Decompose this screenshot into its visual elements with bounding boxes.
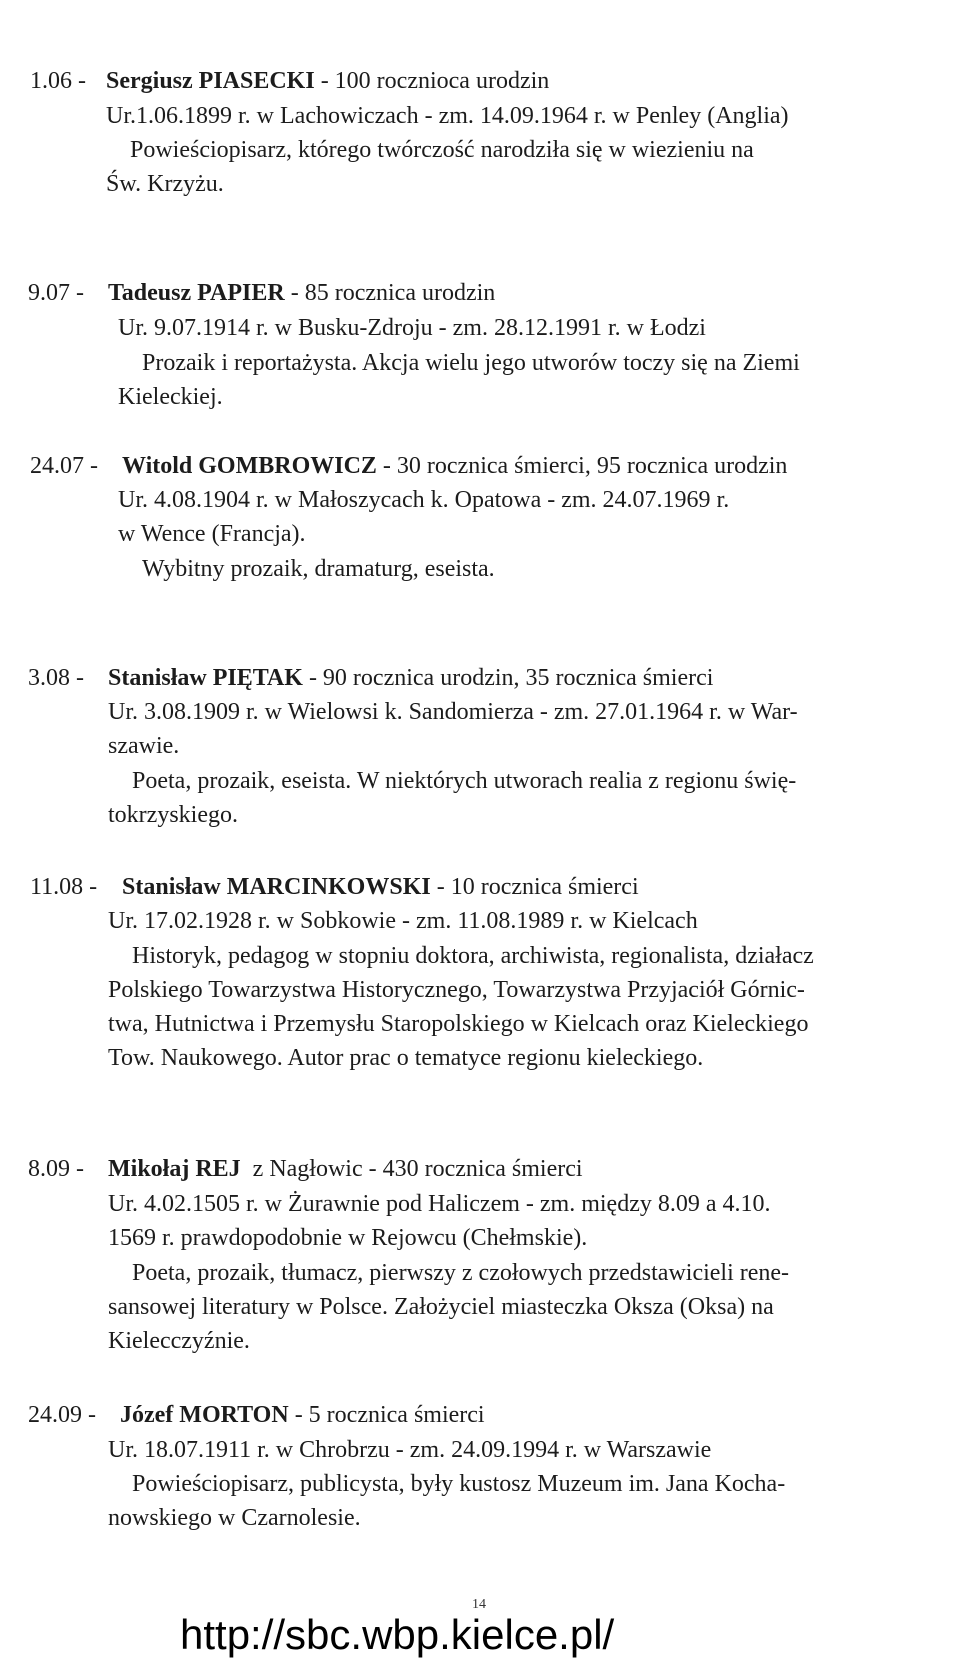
- entry-line: Ur.1.06.1899 r. w Lachowiczach - zm. 14.09.1964 r. w Penley (Anglia): [106, 103, 789, 129]
- entry-anniversary: - 5 rocznica śmierci: [288, 1402, 485, 1428]
- entry-line: Prozaik i reportażysta. Akcja wielu jego utworów toczy się na Ziemi: [142, 350, 800, 376]
- entry-line: Polskiego Towarzystwa Historycznego, Towarzystwa Przyjaciół Górnic-: [108, 977, 805, 1003]
- entry-heading: [28, 1400, 485, 1430]
- entry-name: Tadeusz PAPIER: [108, 280, 285, 306]
- entry-line: Historyk, pedagog w stopniu doktora, archiwista, regionalista, działacz: [132, 943, 814, 969]
- entry-date: 9.07 -: [28, 280, 84, 306]
- entry-heading: [30, 66, 549, 96]
- entry-heading: [30, 872, 639, 902]
- entry-anniversary: - 85 rocznica urodzin: [284, 280, 496, 306]
- entry-date: 24.09 -: [28, 1402, 96, 1428]
- entry-line: sansowej literatury w Polsce. Założyciel miasteczka Oksza (Oksa) na: [108, 1294, 774, 1320]
- entry-heading: [28, 663, 713, 693]
- entry-line: Powieściopisarz, którego twórczość narodziła się w wiezieniu na: [130, 137, 754, 163]
- entry-anniversary: - 90 rocznica urodzin, 35 rocznica śmierci: [302, 665, 714, 691]
- entry-date: 8.09 -: [28, 1156, 84, 1182]
- entry-line: Ur. 9.07.1914 r. w Busku-Zdroju - zm. 28.12.1991 r. w Łodzi: [118, 315, 706, 341]
- entry-name: Stanisław PIĘTAK: [108, 665, 303, 691]
- entry-line: Kielecczyźnie.: [108, 1328, 250, 1354]
- entry-line: Poeta, prozaik, tłumacz, pierwszy z czołowych przedstawicieli rene-: [132, 1260, 790, 1286]
- footer-url[interactable]: http://sbc.wbp.kielce.pl/: [180, 1611, 615, 1658]
- entry-line: szawie.: [108, 733, 180, 759]
- entry-anniversary: z Nagłowic - 430 rocznica śmierci: [240, 1156, 583, 1182]
- entry-line: Poeta, prozaik, eseista. W niektórych utworach realia z regionu świę-: [132, 768, 797, 794]
- entry-line: Tow. Naukowego. Autor prac o tematyce regionu kieleckiego.: [108, 1045, 704, 1071]
- entry-line: Św. Krzyżu.: [106, 171, 224, 197]
- page-number: 14: [472, 1597, 486, 1612]
- entry-line: Ur. 4.08.1904 r. w Małoszycach k. Opatowa - zm. 24.07.1969 r.: [118, 487, 730, 513]
- entry-heading: [28, 278, 495, 308]
- entry-anniversary: - 10 rocznica śmierci: [430, 874, 639, 900]
- entry-date: 11.08 -: [30, 874, 98, 900]
- entry-date: 24.07 -: [30, 453, 98, 479]
- entry-name: Mikołaj REJ: [108, 1156, 241, 1182]
- entry-name: Józef MORTON: [120, 1402, 289, 1428]
- entry-heading: [28, 1154, 583, 1184]
- entry-date: 3.08 -: [28, 665, 84, 691]
- entry-line: Wybitny prozaik, dramaturg, eseista.: [142, 556, 495, 582]
- entry-line: Powieściopisarz, publicysta, były kustosz Muzeum im. Jana Kocha-: [132, 1471, 786, 1497]
- entry-heading: [30, 451, 787, 481]
- entry-anniversary: - 30 rocznica śmierci, 95 rocznica urodzin: [376, 453, 788, 479]
- entry-line: Ur. 18.07.1911 r. w Chrobrzu - zm. 24.09.1994 r. w Warszawie: [108, 1437, 712, 1463]
- entry-line: 1569 r. prawdopodobnie w Rejowcu (Chełmskie).: [108, 1225, 588, 1251]
- entry-line: Ur. 4.02.1505 r. w Żurawnie pod Haliczem - zm. między 8.09 a 4.10.: [108, 1191, 771, 1217]
- entry-name: Witold GOMBROWICZ: [122, 453, 377, 479]
- entry-name: Stanisław MARCINKOWSKI: [122, 874, 431, 900]
- entry-line: twa, Hutnictwa i Przemysłu Staropolskiego w Kielcach oraz Kieleckiego: [108, 1011, 809, 1037]
- entry-anniversary: - 100 rocznioca urodzin: [314, 68, 550, 94]
- entry-line: Kieleckiej.: [118, 384, 223, 410]
- entry-line: Ur. 17.02.1928 r. w Sobkowie - zm. 11.08.1989 r. w Kielcach: [108, 908, 698, 934]
- entry-line: w Wence (Francja).: [118, 521, 306, 547]
- entry-name: Sergiusz PIASECKI: [106, 68, 315, 94]
- entry-line: nowskiego w Czarnolesie.: [108, 1505, 361, 1531]
- entry-line: tokrzyskiego.: [108, 802, 238, 828]
- entry-date: 1.06 -: [30, 68, 86, 94]
- entry-line: Ur. 3.08.1909 r. w Wielowsi k. Sandomierza - zm. 27.01.1964 r. w War-: [108, 699, 798, 725]
